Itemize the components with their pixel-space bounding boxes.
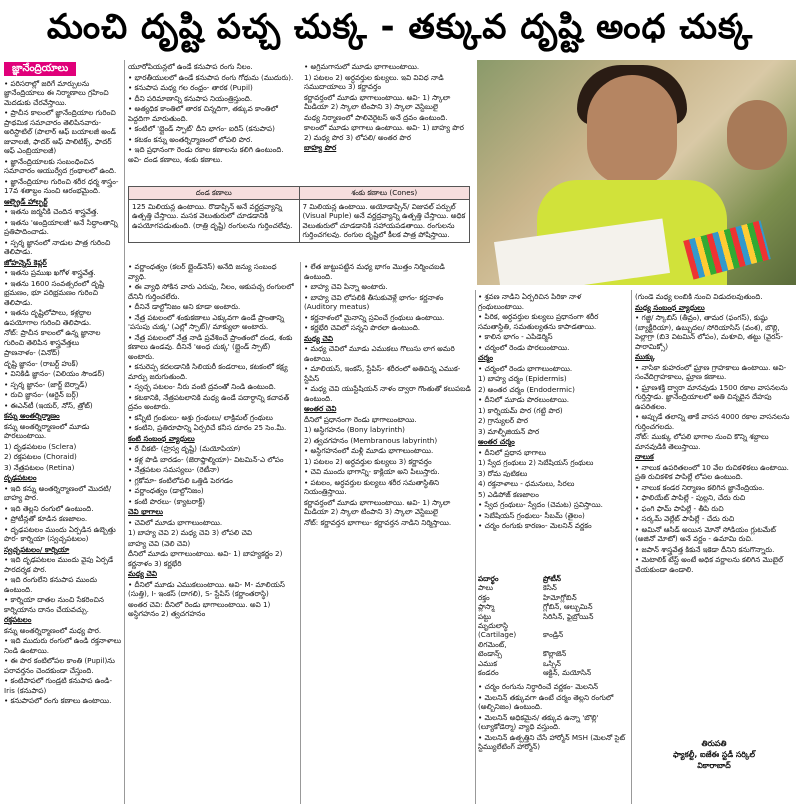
paragraph: • చర్మంలో రెండు భాగాలుంటాయి. bbox=[478, 363, 573, 373]
paragraph: • అస్థిగహనంలో మళ్లీ మూడు భాగాలుంటాయి. bbox=[304, 446, 434, 455]
table-cell: కాండ్రిన్ bbox=[543, 630, 564, 640]
table-cell: ఒస్సిన్ bbox=[543, 658, 561, 668]
paragraph: దీనిలో ప్రధానంగా రెండు భాగాలుంటాయి. bbox=[304, 414, 417, 424]
list-item: • ఫాలియేట్ పాపిల్లే - పుల్లని, చేదు రుచి bbox=[635, 493, 746, 502]
paragraph: • వర్ణాంధత్వం (కలర్ బ్లైండ్‌నెస్) అనేది జన్యు సంబంధ వ్యాధి. bbox=[128, 262, 277, 281]
list-item: • నేత్రపటల సమస్యలు- (రెటీనా) bbox=[128, 465, 220, 474]
paragraph: • కటకం కన్ను అంతర్నిర్మాణంలో లోపలి పొర. bbox=[128, 134, 253, 144]
table-header: దండ కణాలు bbox=[129, 187, 300, 200]
column-1 bbox=[4, 62, 122, 804]
table-row bbox=[478, 593, 608, 602]
paragraph: నోట్: కర్ణావర్తన భాగాలు- కర్ణావర్తన నాడిని నిర్మిస్తాయి. bbox=[304, 517, 452, 527]
list-item: 4) రక్తనాళాలు - ధమనులు, సిరలు bbox=[478, 479, 575, 488]
column-4-bottom bbox=[478, 682, 628, 804]
paragraph: • స్పర్శ జ్ఞానంలో నాడుల పాత్ర గురించి తెలిపాడు. bbox=[4, 237, 111, 256]
list-item: • కంటి పొరలు- (క్యాటరాక్ట్) bbox=[128, 496, 206, 506]
column-4 bbox=[478, 292, 628, 572]
table-cell: కండరం bbox=[478, 668, 499, 678]
paragraph: నోట్: ప్రాచీన కాలంలో ఉన్న జ్ఞానాల గురించి తెలిపిన శాస్త్రవేత్తలు bbox=[4, 328, 101, 347]
table-cell: 125 మిలియన్ల ఉంటాయి. రొడాప్సిన్ అనే వర్ణద్రవ్యాన్ని ఉత్పత్తి చేస్తాయి. మసక వెలుతురులో చూడడానికి ఉపయోగపడుతుంది. (రాత్రి దృష్టి) రంగులను గుర్తించలేవు. bbox=[129, 199, 300, 242]
subheading: మధ్య చెవి bbox=[128, 569, 157, 578]
paragraph: • మాలియస్, ఇంకస్, స్టేపిస్- శరీరంలో అతిచిన్న ఎముక- స్టేపిస్ bbox=[304, 364, 461, 383]
paragraph: • కనుపాపలో రంగు కణాలు ఉంటాయి. bbox=[4, 696, 112, 705]
paragraph: కర్ణావర్తంలో మూడు భాగాలుంటాయి. అవి- 1) స్కాలా మీడియా 2) స్కాలా టింపాని 3) స్కాలా వెస్టిబులై bbox=[304, 92, 451, 111]
paragraph: • ఇతను 'అంద్రియాలజీ' అనే సిద్ధాంతాన్ని ప్రతిపాదించాడు. bbox=[4, 217, 118, 236]
list-item: • రుచి జ్ఞానం- (ఆర్టెన్ బర్గ్) bbox=[4, 390, 79, 399]
section-banner: జ్ఞానేంద్రియాలు bbox=[4, 62, 76, 76]
paragraph: • దీనినే డాల్టోనిజం అని కూడా అంటారు. bbox=[128, 302, 241, 311]
paragraph: కన్ను అంతర్నిర్మాణంలో మధ్య పొర. bbox=[4, 625, 102, 635]
table-cell: లిగమెంట్, bbox=[478, 639, 507, 649]
paragraph: • నాసికా కుహరంలో ఘ్రాణ గ్రాహకాలు ఉంటాయి. అవి- సంవేదిగ్రాహకాలు, ఘ్రాణ కణాలు. bbox=[635, 362, 787, 381]
paragraph: • నేత్ర పటలంలో శంకుకణాలు ఎక్కువగా ఉండే ప్రాంతాన్ని 'పసుపు చుక్క' (ఎల్లో స్పాట్)/ మాక్యులా అంటారు. bbox=[128, 312, 285, 331]
column-2 bbox=[128, 262, 296, 804]
list-item: • గ్లకోమా- కంటిలోపలి ఒత్తిడి పెరగడం bbox=[128, 475, 233, 485]
paragraph: • మెటాలిక్ టేస్ట్ అంటే అధిక వర్ణాలను కలిగిన మొబైల్ చేయకుండా ఉండాలి. bbox=[635, 555, 784, 574]
author-role: ఫ్యాకల్టీ, ఐజేఈ స్టడీ సర్కిల్ bbox=[672, 750, 756, 759]
paragraph: బాహ్య చెవి (వెలి చెవి) bbox=[128, 538, 191, 548]
column-divider bbox=[300, 262, 301, 804]
subheading: రక్తపటలం bbox=[4, 615, 32, 624]
paragraph: • నాలుక కండర నిర్మాణం కలిగిన జ్ఞానేంద్రియం. bbox=[635, 482, 765, 492]
list-item: దృష్టి జ్ఞానం- (రాబర్ట్ హుక్) bbox=[4, 358, 79, 368]
paragraph: • ప్రోటీన్లతో కూడిన కణజాలం. bbox=[4, 514, 88, 523]
column-3-top bbox=[304, 62, 472, 182]
paragraph: (గుండె మధ్య లంబికి నుంచి విడుదలవుతుంది. bbox=[635, 292, 763, 301]
photo-child-background bbox=[727, 100, 787, 170]
cells-table-wrap bbox=[128, 186, 472, 256]
paragraph: • పిరిక, అర్ధవర్తుల కుల్యలు ప్రధానంగా శరీర సమతాస్థితి, సమతుల్యతను కాపాడతాయి. bbox=[478, 312, 599, 331]
paragraph: 1) బాహ్య చెవి 2) మధ్య చెవి 3) లోపలి చెవి bbox=[128, 528, 253, 537]
paragraph: • సెబేషియస్ గ్రంథులు- సీబమ్ (తైలం) bbox=[478, 510, 585, 520]
list-item: • వినికిడి జ్ఞానం- (విలియం సౌండర్) bbox=[4, 369, 105, 378]
paragraph: • ఈ పొర కంటిలోపల కాంతి (Pupil)ను పరావర్తనం చెందకుండా చేస్తుంది. bbox=[4, 656, 115, 675]
list-item: 2) గ్రాన్యులర్ పొర bbox=[478, 416, 529, 425]
paragraph: • చర్మం రంగుకు కారణం- మెలనిన్ వర్ణకం bbox=[478, 521, 592, 530]
paragraph: • అగ్రిమగానులో మూడు భాగాలుంటాయి. bbox=[304, 62, 420, 71]
paragraph: • ప్రాచీన కాలంలో జ్ఞానేంద్రియాల గురించి ప్రాథమిక సమాచారం తెలిపినవారు- అరిస్టాటిల్ (పొలార్ ఆఫ్ బయాలజీ అండ్ జువాలజీ, ఫాదర్ ఆఫ్ పాలిటిక్స్, ఫాదర్ ఆఫ్ ఎంబ్రియాలజీ) bbox=[4, 108, 116, 155]
paragraph: యూరోపియన్లలో ఉండే కనుపాప రంగు నీలం. bbox=[128, 62, 253, 71]
list-item: 3) మాల్ఫీజియన్ పొర bbox=[478, 426, 540, 436]
list-item: • ఫంగి ఫామ్ పాపిల్లే - తీపి రుచి bbox=[635, 503, 724, 513]
list-item: • సర్కమ్ వెల్లేట్ పాపిల్లే - చేదు రుచి bbox=[635, 514, 735, 523]
paragraph: • మధ్య చెవిలో మూడు ఎముకలు గొలుసు లాగ అమరి ఉంటాయి. bbox=[304, 344, 455, 363]
list-item: 3) రోమ పుటికలు bbox=[478, 468, 528, 478]
subheading: మధ్య చెవి bbox=[304, 333, 333, 343]
table-row bbox=[478, 659, 608, 668]
subheading: నాలుక bbox=[635, 452, 654, 461]
paragraph: • ఇది ప్రధానంగా రెండు రకాల కణాలను కలిగి ఉంటుంది. అవి- దండ కణాలు, శంకు కణాలు. bbox=[128, 145, 284, 164]
paragraph: అంతర చెవి: దీనిలో రెండు భాగాలుంటాయి. అవి 1) అస్థిగహనం 2) త్వచగహనం bbox=[128, 599, 271, 618]
subheading: చర్మం bbox=[478, 353, 493, 362]
paragraph: • మెలనిన్ తక్కువగా ఉంటే చర్మం తెల్లని రంగులో (అల్బినిజం) ఉంటుంది. bbox=[478, 692, 614, 711]
paragraph: నోట్: ముక్కు లోపలి భాగాల నుంచి కొన్ని శబ్దాలు మానవుడికి తెలుస్తాయి. bbox=[635, 432, 769, 451]
list-item: 1) దృఢపటలం (Sclera) bbox=[4, 441, 77, 451]
list-item: 1) పటలం 2) అర్ధవర్తుల కుల్యలు 3) కర్ణావర్తం bbox=[304, 456, 432, 466]
author-place: వికారాబాద్ bbox=[697, 761, 731, 770]
subheading: ఆల్ఫ్రెడ్ హాల్ఫర్ట్ bbox=[4, 196, 48, 206]
paragraph: • దీనిలో మూడు ఎముకలుంటాయి. అవి- M- మాలియస్ (సుత్తి), I- ఇంకస్ (దాగలి), S- స్టేపిస్ (కర్ణాంతరాస్థి) bbox=[128, 579, 285, 598]
paragraph: • కార్నియా దాతల నుంచి సేకరించిన కార్నియాను దానం చేయవచ్చు. bbox=[4, 595, 104, 614]
paragraph: • బాహ్య చెవి లోపలికి తీసుకువెళ్లే భాగం- కర్ణనాళం (Auditory meatus) bbox=[304, 292, 444, 311]
paragraph: • మెలనిన్ అధికమైన/ తక్కువ ఉన్నా 'బొల్లి' (ల్యూకోడెర్మా) వ్యాధి వస్తుంది. bbox=[478, 712, 599, 731]
paragraph: • కర్ణభేరి చెవిలో సన్నని పొరలా ఉంటుంది. bbox=[304, 323, 421, 332]
table-cell: పట్టు bbox=[478, 611, 492, 621]
paragraph: • కర్ణనాళంలో మైనాన్ని స్రవించే గ్రంథులు ఉంటాయి. bbox=[304, 312, 445, 322]
table-row bbox=[478, 668, 608, 677]
paragraph: • కంటిలో 'బ్లైండ్ స్పాట్' దీని భాగం- ఐరిస్ (కనుపాప) bbox=[128, 124, 275, 133]
list-item: 2) త్వచగహనం (Membranous labyrinth) bbox=[304, 435, 438, 445]
page-headline: మంచి దృష్టి పచ్చ చుక్క - తక్కువ దృష్టి అంధ చుక్క bbox=[46, 7, 754, 47]
table-cell: టెండాన్స్ bbox=[478, 649, 502, 659]
paragraph: • ఇతను జర్మనీకి చెందిన శాస్త్రవేత్త. bbox=[4, 207, 99, 216]
paragraph: • ఇది ముదురు రంగులో ఉండి రక్తనాళాలు నిండి ఉంటాయి. bbox=[4, 636, 122, 655]
author-name: తిరుపతి bbox=[701, 739, 727, 748]
list-item: 1) అస్థిగహనం (Bony labyrinth) bbox=[304, 425, 405, 434]
table-cell: గ్లోబిన్, ఆల్బుమిన్ bbox=[543, 602, 593, 612]
paragraph: • బాహ్య చెవి పిన్నా అంటారు. bbox=[304, 282, 388, 291]
table-row bbox=[478, 640, 608, 649]
subheading: దృఢపటలం bbox=[4, 473, 37, 482]
list-item: ప్రాణనాళం- (వినోద్) bbox=[4, 348, 60, 357]
paragraph: • జపాన్ శాస్త్రవేత్త కికునే ఇకెడా దీనిని కనుగొన్నారు. bbox=[635, 544, 775, 554]
paragraph: • కాలిన భాగం - ఎపిడెర్మిస్ bbox=[478, 332, 553, 341]
paragraph: • జ్ఞానేంద్రియాల గురించి శరీర ధర్మ శాస్త్రం- 17వ శతాబ్దం నుంచి ఆరంభమైంది. bbox=[4, 176, 119, 195]
paragraph: • కనుపాప మధ్య గల రంధ్రం- తారక (Pupil) bbox=[128, 83, 253, 92]
table-cell bbox=[543, 621, 608, 630]
paragraph: • దీని పరిమాణాన్ని కనుపాప నియంత్రిస్తుంది. bbox=[128, 93, 253, 103]
paragraph: • ఇది రంగులేని కనుపాప ముందు ఉంటుంది. bbox=[4, 575, 98, 594]
paragraph: • భారతీయులలో ఉండే కనుపాప రంగు గోధుమ (ముదురు). bbox=[128, 72, 294, 82]
paragraph: • చర్మం రంగును నిర్ధారించే వర్ణకం- మెలనిన్ bbox=[478, 682, 599, 691]
paragraph: • ఈ వ్యాధి సోకిన వారు ఎరుపు, నీలం, ఆకుపచ్చ రంగులలో దేనినీ గుర్తించలేరు. bbox=[128, 282, 294, 301]
paragraph: • కన్నీటి గ్రంథులు- అశ్రు గ్రంథులు/ లాక్రిమల్ గ్రంథులు bbox=[128, 412, 273, 422]
table-header: శంకు కణాలు (Cones) bbox=[299, 187, 470, 200]
column-2-top bbox=[128, 62, 298, 182]
subheading: ముక్కు bbox=[635, 352, 655, 361]
subheading: జోహన్నెస్ కెప్లర్ bbox=[4, 257, 47, 267]
list-item: 1) కార్నియమ్ పొర (గట్టి పొర) bbox=[478, 405, 563, 415]
table-cell: పాలు bbox=[478, 583, 493, 593]
paragraph: కర్ణావర్తంలో మూడు భాగాలుంటాయి. అవి- 1) స్కాలా మీడియా 2) స్కాలా టింపాని 3) స్కాలా వెస్టిబులై bbox=[304, 497, 451, 516]
table-cell bbox=[543, 640, 608, 649]
table-row bbox=[478, 649, 608, 658]
column-5 bbox=[635, 292, 795, 734]
paragraph: • నేత్ర పటలంలో నేత్ర నాడి ప్రవేశించే ప్రాంతంలో దండ, శంకు కణాలు ఉండవు. దీనినే 'అంధ చుక్క' (బ్లైండ్ స్పాట్) అంటారు. bbox=[128, 332, 293, 361]
paragraph: • పరిసరాల్లో జరిగే మార్పులను జ్ఞానేంద్రియాలు ఈ నిర్మాణాలు గ్రహించి మెదడుకు చేరవేస్తాయి. bbox=[4, 78, 109, 107]
paragraph: • స్వచ్ఛ పటలం- నీరు వంటి ద్రవంతో నిండి ఉంటుంది. bbox=[128, 382, 276, 391]
cells-table bbox=[128, 186, 470, 243]
table-cell: కెసిన్ bbox=[543, 583, 557, 593]
list-item: 2) రక్తపటలం (Choraid) bbox=[4, 452, 77, 461]
paragraph: • లేత జుట్టుపట్టిన మధ్య భాగం మొత్తం నిర్మించబడి ఉంటుంది. bbox=[304, 262, 445, 281]
table-row bbox=[478, 630, 608, 639]
paragraph: 1) పటలం 2) అర్ధవర్తుల కుల్యలు. ఇవి వివిధ నాడి సముదాయాలు 3) కర్ణావర్తం bbox=[304, 72, 444, 91]
column-divider bbox=[631, 290, 632, 804]
paragraph: • అమినో ఆసిడ్ అయిన మోనో సోడియం గ్లుటమేట్ (అజినో మోటో) అనే వర్ణం - ఉమామి రుచి. bbox=[635, 524, 776, 543]
column-divider bbox=[475, 290, 476, 804]
list-item: 2) అంతర చర్మం (Endodermic) bbox=[478, 384, 575, 394]
table-row bbox=[478, 574, 608, 583]
paragraph: • ఇతను 1600 సంవత్సరంలో దృష్టి భ్రమణం, భూ పరిభ్రమణం గురించి తెలిపాడు. bbox=[4, 278, 105, 307]
table-cell: కొల్లాజెన్ bbox=[543, 649, 567, 659]
paragraph: • గజ్జి/ స్కాబిస్ (తీవ్రం), తామర (ఫంగస్), కుష్ఠు (బ్యాక్టీరియా), ఉబ్బుదల/ సోరియాసిస్ (వంశ), బొల్లి, పెల్లాగ్రా (బి3 విటమిన్ లోపం), మశూచి, తట్టు (వైరస్- పారామిక్సో) bbox=[635, 313, 784, 351]
photo-girl-face bbox=[587, 75, 677, 185]
table-cell: సిరిసిన్, ఫైబ్రోయిన్ bbox=[543, 611, 594, 621]
list-item: • కళ్ల పొడి బారడం- (జెరాఫ్తాల్మియా)- విటమిన్-ఎ లోపం bbox=[128, 454, 284, 464]
paragraph: • మధ్య చెవి యుస్టేషియన్ నాళం ద్వారా గొంతుతో కలుపబడి ఉంటుంది. bbox=[304, 384, 471, 403]
paragraph: • పటలం, అర్ధవర్తుల కుల్యలు శరీర సమతాస్థితిని నియంత్రిస్తాయి. bbox=[304, 477, 439, 496]
list-item: 1) బాహ్య చర్మం (Epidermis) bbox=[478, 374, 567, 383]
table-cell: మృదులాస్థి bbox=[478, 621, 509, 631]
paragraph: • దీనిలో ప్రధాన భాగాలు bbox=[478, 447, 546, 457]
paragraph: కన్ను అంతర్నిర్మాణంలో మూడు పొరలుంటాయి. bbox=[4, 421, 90, 440]
subheading: చెవి భాగాలు bbox=[128, 507, 163, 516]
paragraph: • ఇతను ప్రముఖ ఖగోళ శాస్త్రవేత్త. bbox=[4, 268, 96, 277]
paragraph: • చెవిలో మూడు భాగాలుంటాయి. bbox=[128, 517, 223, 527]
subheading: మధ్య సంబంధ వ్యాధులు bbox=[635, 302, 705, 312]
table-cell: ఆక్టిన్, మయోసిన్ bbox=[543, 668, 592, 678]
table-row bbox=[478, 621, 608, 630]
column-divider bbox=[124, 60, 125, 804]
table-cell: (Cartilage) bbox=[478, 630, 517, 640]
list-item: 1) స్వేద గ్రంథులు 2) సెబేషియస్ గ్రంథులు bbox=[478, 458, 594, 467]
list-item: 5) ఎడిపోజ్ కణజాలం bbox=[478, 489, 539, 499]
paragraph: • చర్మంలో రెండు పొరలుంటాయి. bbox=[478, 342, 570, 352]
table-cell: ఎముక bbox=[478, 658, 497, 668]
paragraph: • ఇది తెల్లని రంగులో ఉంటుంది. bbox=[4, 503, 94, 513]
classroom-photo bbox=[477, 60, 796, 285]
paragraph: కాలంలో మూడు భాగాలు ఉంటాయి. అవి- 1) బాహ్య పొర 2) మధ్య పొర 3) లోపలి/ అంతర పొర bbox=[304, 123, 464, 142]
paragraph: • నాలుక ఉపరితలంలో 10 వేల రుచికళికలు ఉంటాయి. ప్రతి రుచికళిక పాపిల్లే లోపల ఉంటుంది. bbox=[635, 462, 789, 481]
list-item: 3) నేత్రపటలం (Retina) bbox=[4, 462, 75, 472]
paragraph: • కంటిపాపలో గుండ్రటి కనుపాప ఉండి- Iris (కనుపాప) bbox=[4, 676, 113, 695]
paragraph: • మెలనిన్ ఉత్పత్తిని చేసే హార్మోన్ MSH (మెలనో సైట్ స్టిమ్యులేటింగ్ హార్మోన్) bbox=[478, 732, 626, 751]
table-cell: ప్లాస్మా bbox=[478, 602, 495, 612]
paragraph: • కటకానికి, నేత్రపటలానికి మధ్య ఉండే పదార్థాన్ని కచావత్ ద్రవం అంటారు. bbox=[128, 392, 290, 411]
paragraph: దీనిలో మూడు భాగాలుంటాయి. అవి- 1) బాహ్యకర్ణం 2) కర్ణనాళం 3) కర్ణభేరి bbox=[128, 549, 283, 568]
table-header: ప్రోటీన్ bbox=[543, 574, 561, 583]
paragraph: • ఇది దృఢపటలం ముందు వైపు ఏర్పడే పారదర్శక పొర. bbox=[4, 555, 114, 574]
paragraph: • కంటిని, ప్రతిరూపాన్ని ఏర్పరిచే కనీస దూరం 25 సెం.మీ. bbox=[128, 423, 287, 432]
column-3 bbox=[304, 262, 472, 804]
list-item: • వర్ణాంధత్వం (డాల్టోనిజం) bbox=[128, 486, 204, 495]
subheading: బాహ్య పొర bbox=[304, 143, 337, 152]
paragraph: • చెవి ముందు భాగాన్ని- కాక్లియా అని పిలుస్తారు. bbox=[304, 467, 440, 476]
subheading: కంటి సంబంధ వ్యాధులు bbox=[128, 433, 195, 443]
author-credit bbox=[634, 738, 794, 771]
paragraph: • స్వేద గ్రంథులు- స్వేదం (చెమట) స్రవిస్తాయి. bbox=[478, 500, 603, 509]
table-cell: 7 మిలియన్ల ఉంటాయి. అయోడాప్సిన్/ విజువల్ పర్పుల్ (Visual Puple) అనే వర్ణద్రవ్యాన్ని ఉత్పత్తి చేస్తాయి. అధిక వెలుతురులో చూడడానికి సహాయపడతాయి. రంగులను గుర్తించగలవు. రంగుల దృష్టిలో కీలక పాత్ర పోషిస్తాయి. bbox=[299, 199, 470, 242]
subheading: కన్ను అంతర్నిర్మాణం bbox=[4, 411, 60, 420]
paragraph: • శ్రవణ నాడిని ఏర్పరిచిన పిరికా నాళ గ్రంథులుంటాయి. bbox=[478, 292, 582, 311]
col1-paras bbox=[4, 79, 122, 196]
list-item: • రే చీకటి- (హ్రస్వ దృష్టి) (మయోపియా) bbox=[128, 444, 241, 453]
table-cell: రక్తం bbox=[478, 592, 490, 602]
paragraph: • ఇది కన్ను అంతర్నిర్మాణంలో మొదటి/ బాహ్య పొర. bbox=[4, 483, 112, 502]
protein-table bbox=[478, 574, 608, 677]
paragraph: • దృఢపటలం ముందు ఏర్పడిన ఉబ్బెత్తు పొర- కార్నియా (స్వచ్ఛపటలం) bbox=[4, 524, 116, 543]
paragraph: మధ్య నిర్మాణంలో పాలివెరైటస్ అనే ద్రవం ఉంటుంది. bbox=[304, 112, 448, 122]
table-cell: హిమోగ్లోబిన్ bbox=[543, 592, 577, 602]
table-header: పదార్థం bbox=[478, 574, 499, 583]
table-row bbox=[478, 602, 608, 611]
table-row bbox=[478, 612, 608, 621]
paragraph: • ఇతను దృష్టిలోపాలు, కళ్లద్దాల ఉపయోగాల గురించి తెలిపాడు. bbox=[4, 308, 92, 327]
paragraph: • అప్పుడే తలాన్ని తాకే వాసన 4000 రకాల వాసనలను గుర్తించగలదు. bbox=[635, 412, 790, 431]
subheading: అంతర చర్మం bbox=[478, 437, 515, 446]
table-row bbox=[478, 583, 608, 592]
list-item: • ఈఎన్‌టీ (ఇయర్, నోస్, త్రోట్) bbox=[4, 400, 93, 410]
paragraph: • దీనిలో మూడు పొరలుంటాయి. bbox=[478, 395, 570, 404]
list-item: • స్పర్శ జ్ఞానం- (జార్జ్ బెర్నాడ్) bbox=[4, 379, 88, 389]
subheading: అంతర చెవి bbox=[304, 404, 337, 413]
paragraph: • కనురెప్ప కదలడానికి సిలియరీ కండరాలు, కటకంలో కక్ష్య మార్పు జరుగుతుంది. bbox=[128, 362, 288, 381]
paragraph: • ఘ్రాణశక్తి ద్వారా మానవుడు 1500 రకాల వాసనలను గుర్తిస్తాడు. జ్ఞానేంద్రియాలలో అతి చిన్నదైన దేహపు ఉపరితలం. bbox=[635, 382, 788, 411]
paragraph: • జ్ఞానేంద్రియాలకు సంబంధించిన సమాచారం ఆయుర్వేద గ్రంథాలలో ఉంది. bbox=[4, 156, 117, 175]
subheading: స్వచ్ఛపటలం/ కార్నియా bbox=[4, 544, 70, 554]
paragraph: • అత్యధిక కాంతిలో తారక చిన్నదిగా, తక్కువ కాంతిలో పెద్దదిగా మారుతుంది. bbox=[128, 104, 278, 123]
